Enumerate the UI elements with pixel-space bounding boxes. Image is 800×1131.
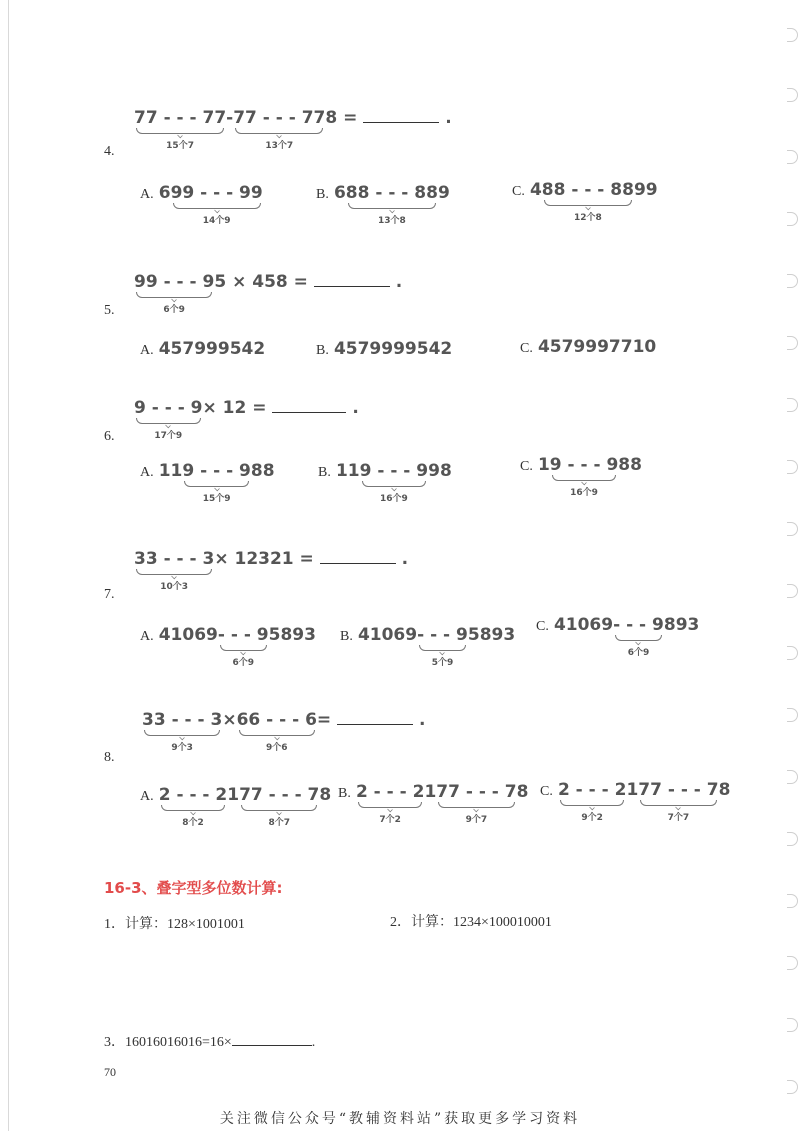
- q5-stem: 99 - - - 9 6个9 5 × 458 = .: [134, 272, 403, 315]
- q8-number: 8.: [104, 750, 115, 765]
- binder-ring-icon: [787, 1080, 798, 1094]
- q7-answer-blank[interactable]: [320, 549, 396, 564]
- q8-option-c[interactable]: C. 2 - - - 2 9个2 177 - - - 7 7个7 8: [540, 780, 731, 823]
- q8-option-b[interactable]: B. 2 - - - 2 7个2 177 - - - 7 9个7 8: [338, 782, 529, 825]
- binder-ring-icon: [787, 646, 798, 660]
- q4-stem-group-1-label: 15个7: [166, 141, 194, 151]
- binder-ring-icon: [787, 708, 798, 722]
- q7-stem-group-1: 33 - - - 3 10个3: [134, 549, 215, 592]
- binder-ring-icon: [787, 274, 798, 288]
- binder-ring-icon: [787, 956, 798, 970]
- q6-option-b[interactable]: B. 119 - - - 9 16个9 98: [318, 461, 452, 504]
- q6-number: 6.: [104, 429, 115, 444]
- q8-stem-group-2: 66 - - - 6 9个6: [236, 710, 317, 753]
- binder-ring-icon: [787, 894, 798, 908]
- q6-stem: 9 - - - 9 17个9 × 12 = .: [134, 398, 359, 441]
- q4-stem-group-2: 77 - - - 77 13个7: [233, 108, 326, 151]
- binder-ring-icon: [787, 522, 798, 536]
- q4-answer-blank[interactable]: [363, 108, 439, 123]
- q6-option-a[interactable]: A. 119 - - - 9 15个9 88: [140, 461, 275, 504]
- binder-ring-icon: [787, 150, 798, 164]
- q6-option-c[interactable]: C. 19 - - - 9 16个9 88: [520, 455, 642, 498]
- q4-stem: 77 - - - 77 15个7 -77 - - - 77 13个7 8 = .: [134, 108, 452, 151]
- q7-stem: 33 - - - 3 10个3 × 12321 = .: [134, 549, 409, 592]
- binder-ring-icon: [787, 88, 798, 102]
- q5-option-c[interactable]: C. 4579997710: [520, 337, 657, 357]
- q5-option-a[interactable]: A. 457999542: [140, 339, 266, 359]
- q5-option-b[interactable]: B. 4579999542: [316, 339, 453, 359]
- q4-stem-group-1: 77 - - - 77 15个7: [134, 108, 227, 151]
- q7-option-c[interactable]: C. 41069- - - 9 6个9 893: [536, 615, 700, 658]
- problem-3: 3．16016016016=16× .: [104, 1031, 315, 1051]
- page-edge-line: [8, 0, 9, 1131]
- q7-number: 7.: [104, 587, 115, 602]
- q5-answer-blank[interactable]: [314, 272, 390, 287]
- q8-answer-blank[interactable]: [337, 710, 413, 725]
- binder-ring-icon: [787, 336, 798, 350]
- problem-1: 1．计算：128×1001001: [104, 917, 245, 932]
- q8-stem-group-1: 33 - - - 3 9个3: [142, 710, 223, 753]
- q6-answer-blank[interactable]: [272, 398, 346, 413]
- q4-option-a[interactable]: A. 699 - - - 99 14个9: [140, 183, 263, 226]
- footer-notice: 关注微信公众号“教辅资料站”获取更多学习资料: [219, 1111, 581, 1127]
- q8-stem: 33 - - - 3 9个3 ×66 - - - 6 9个6 = .: [142, 710, 426, 753]
- binder-ring-icon: [787, 770, 798, 784]
- section-title: 16-3、叠字型多位数计算:: [104, 879, 283, 897]
- binder-ring-icon: [787, 460, 798, 474]
- q4-option-c[interactable]: C. 488 - - - 88 12个8 99: [512, 180, 658, 223]
- q7-option-b[interactable]: B. 41069- - - 9 5个9 5893: [340, 625, 516, 668]
- problem-3-answer-blank[interactable]: [232, 1031, 312, 1046]
- binder-ring-icon: [787, 584, 798, 598]
- q4-stem-group-2-label: 13个7: [265, 141, 294, 151]
- q6-stem-group-1: 9 - - - 9 17个9: [134, 398, 203, 441]
- q4-number: 4.: [104, 144, 115, 159]
- page-number: 70: [104, 1065, 116, 1079]
- binder-ring-icon: [787, 1018, 798, 1032]
- q5-stem-group-1: 99 - - - 9 6个9: [134, 272, 215, 315]
- binder-ring-icon: [787, 832, 798, 846]
- q8-option-a[interactable]: A. 2 - - - 2 8个2 177 - - - 7 8个7 8: [140, 785, 332, 828]
- binder-ring-icon: [787, 398, 798, 412]
- binder-ring-icon: [787, 28, 798, 42]
- problem-2: 2．计算：1234×100010001: [390, 915, 552, 930]
- binder-ring-icon: [787, 212, 798, 226]
- q5-number: 5.: [104, 303, 115, 318]
- q4-option-b[interactable]: B. 688 - - - 88 13个8 9: [316, 183, 450, 226]
- q7-option-a[interactable]: A. 41069- - - 9 6个9 5893: [140, 625, 316, 668]
